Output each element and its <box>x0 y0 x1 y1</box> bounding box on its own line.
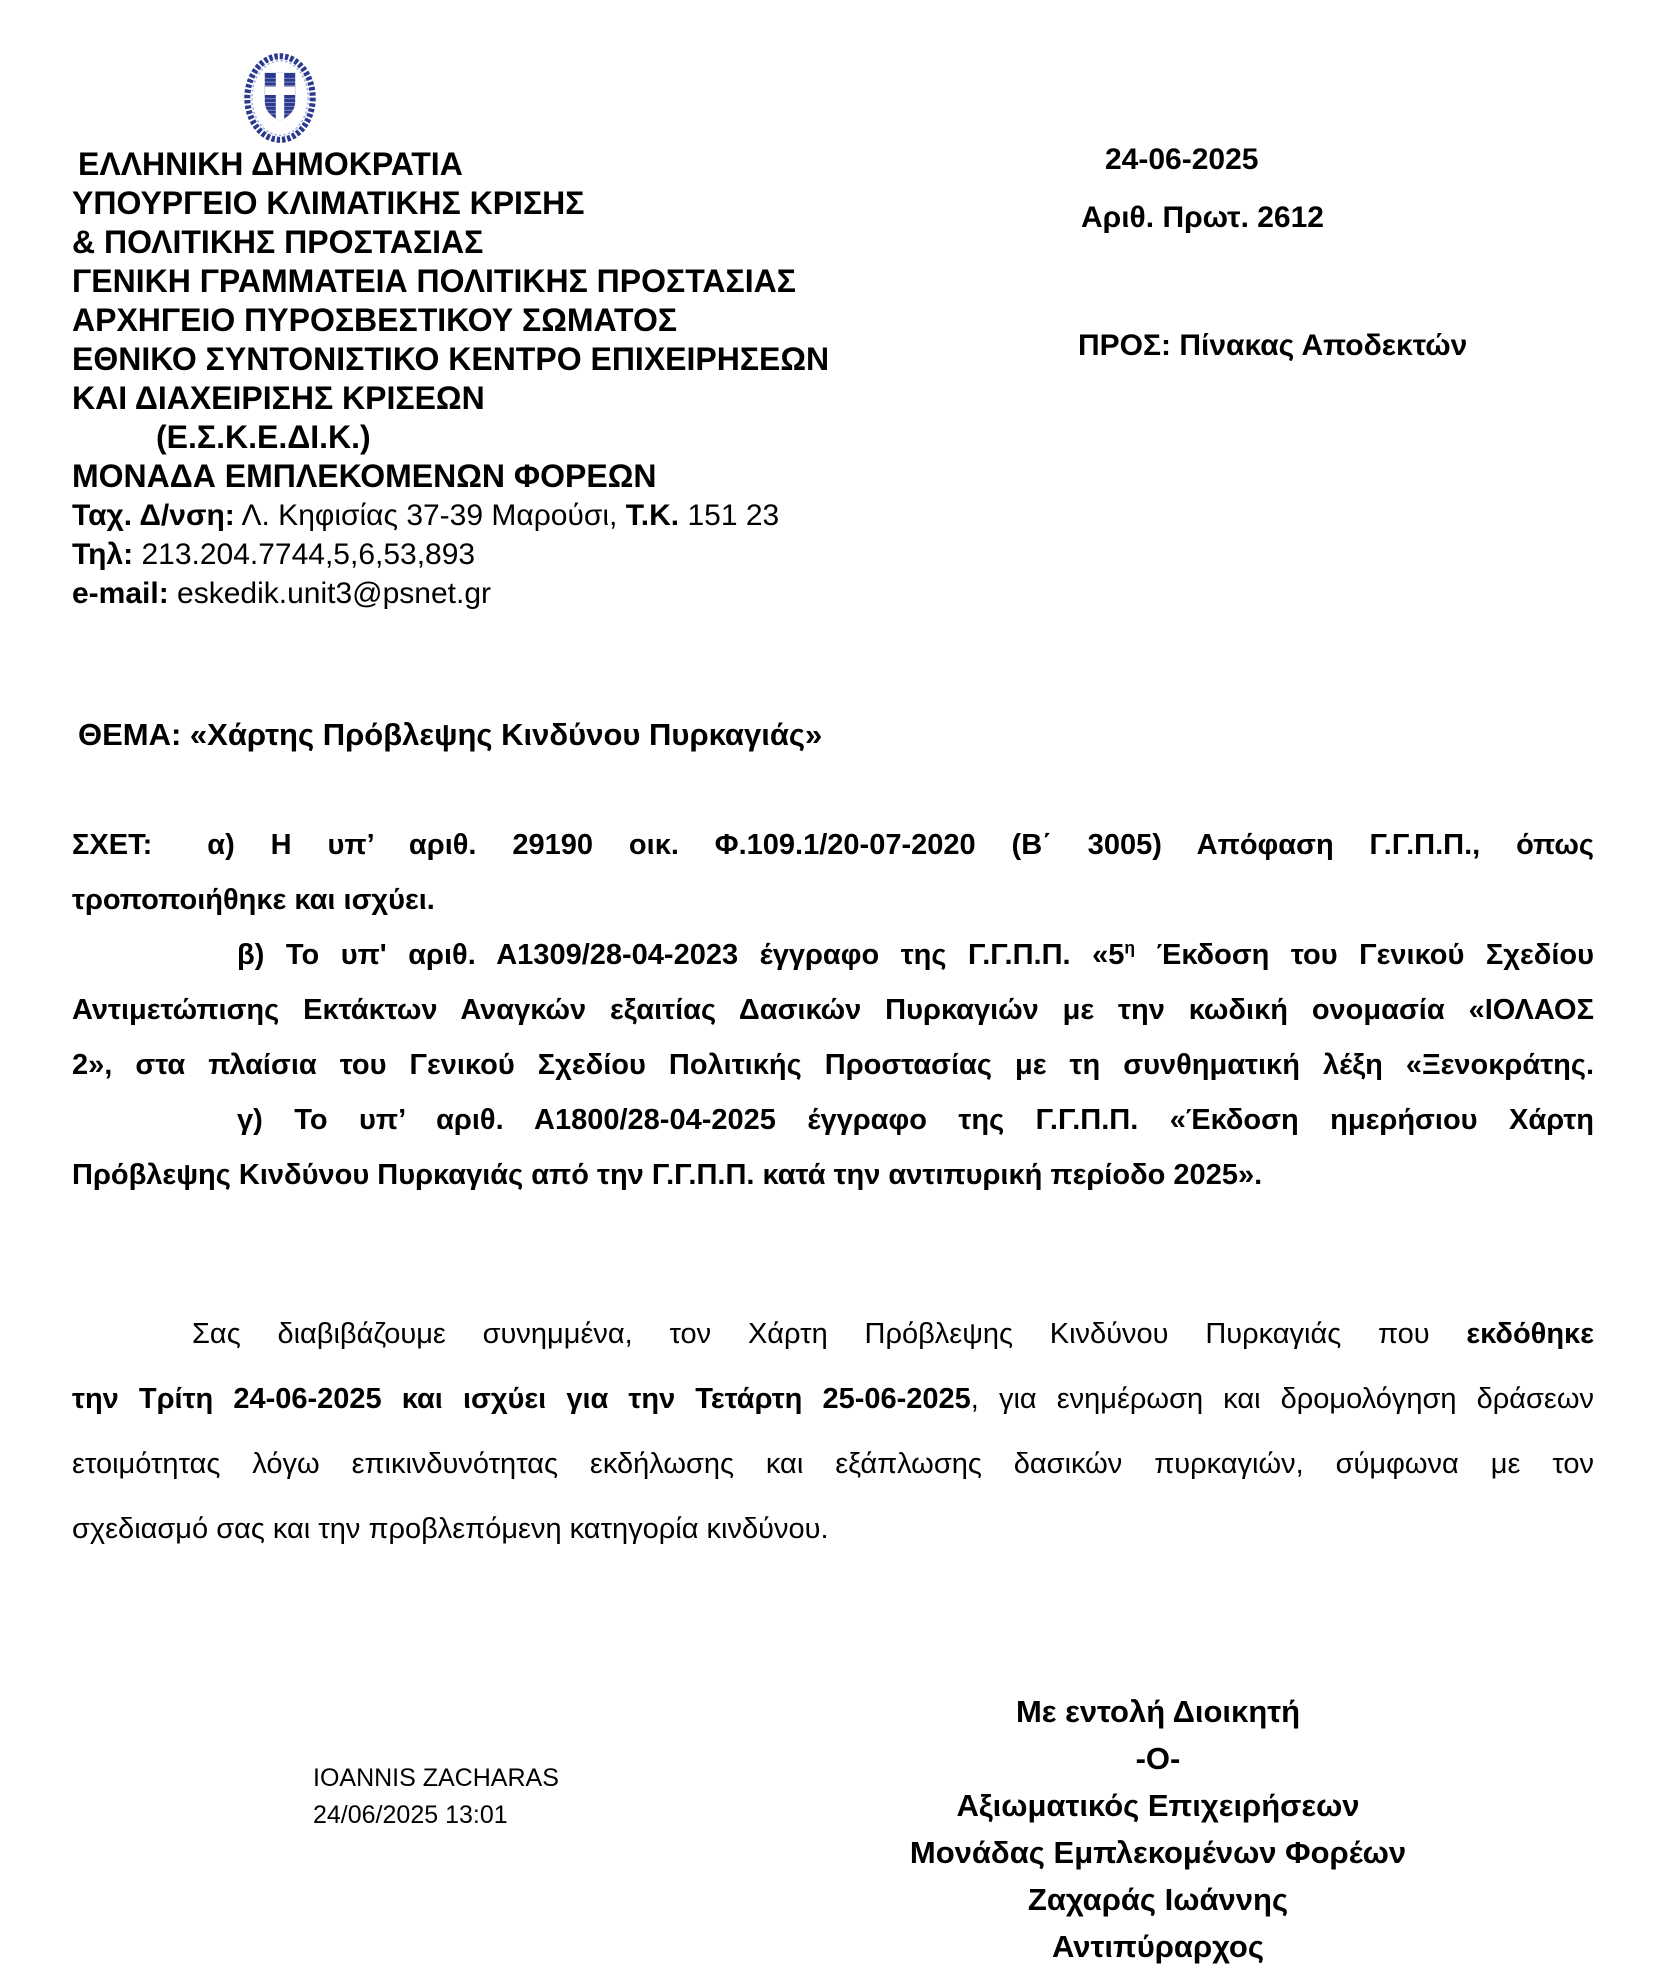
text-line: Τηλ: 213.204.7744,5,6,53,893 <box>72 538 476 571</box>
protocol-number: Αριθ. Πρωτ. 2612 <box>1081 201 1324 234</box>
text-line: e-mail: eskedik.unit3@psnet.gr <box>72 577 491 610</box>
text-line: Σας διαβιβάζουμε συνημμένα, τον Χάρτη Πρόβλεψης Κινδύνου Πυρκαγιάς που εκδόθηκε <box>192 1318 1594 1350</box>
text-line: σχεδιασμό σας και την προβλεπόμενη κατηγορία κινδύνου. <box>72 1513 829 1545</box>
text-line: 2», στα πλαίσια του Γενικού Σχεδίου Πολιτικής Προστασίας με τη συνθηματική λέξη «Ξενοκράτης. <box>72 1049 1594 1081</box>
text-line: ΓΕΝΙΚΗ ΓΡΑΜΜΑΤΕΙΑ ΠΟΛΙΤΙΚΗΣ ΠΡΟΣΤΑΣΙΑΣ <box>72 263 796 299</box>
text-line: ΚΑΙ ΔΙΑΧΕΙΡΙΣΗΣ ΚΡΙΣΕΩΝ <box>72 380 485 416</box>
text-line: ΕΛΛΗΝΙΚΗ ΔΗΜΟΚΡΑΤΙΑ <box>78 146 463 182</box>
text-line: Ζαχαράς Ιωάννης <box>1027 1882 1289 1917</box>
text-line: τροποποιήθηκε και ισχύει. <box>72 884 435 916</box>
closing-signature <box>878 1688 1438 1970</box>
text-line: Αντιμετώπισης Εκτάκτων Αναγκών εξαιτίας Δασικών Πυρκαγιών με την κωδική ονομασία «ΙΟΛΑΟΣ <box>72 994 1594 1026</box>
text-line: ετοιμότητας λόγω επικινδυνότητας εκδήλωσης και εξάπλωσης δασικών πυρκαγιών, σύμφωνα με τον <box>72 1448 1594 1480</box>
contact-info <box>72 496 1072 613</box>
references-block <box>72 818 1594 1203</box>
text-line: την Τρίτη 24-06-2025 και ισχύει για την Τετάρτη 25-06-2025, για ενημέρωση και δρομολόγηση δράσεων <box>72 1383 1594 1415</box>
text-line: γ) Το υπ’ αριθ. Α1800/28-04-2025 έγγραφο της Γ.Γ.Π.Π. «Έκδοση ημερήσιου Χάρτη <box>237 1104 1594 1136</box>
text-line: Πρόβλεψης Κινδύνου Πυρκαγιάς από την Γ.Γ.Π.Π. κατά την αντιπυρική περίοδο 2025». <box>72 1159 1263 1191</box>
text-line: ΕΘΝΙΚΟ ΣΥΝΤΟΝΙΣΤΙΚΟ ΚΕΝΤΡΟ ΕΠΙΧΕΙΡΗΣΕΩΝ <box>72 341 830 377</box>
text-line: ΜΟΝΑΔΑ ΕΜΠΛΕΚΟΜΕΝΩΝ ΦΟΡΕΩΝ <box>72 458 657 494</box>
text-line: Μονάδας Εμπλεκομένων Φορέων <box>909 1835 1407 1870</box>
text-line: Ταχ. Δ/νση: Λ. Κηφισίας 37-39 Μαρούσι, Τ.Κ. 151 23 <box>72 499 780 532</box>
text-line: ΘΕΜΑ: «Χάρτης Πρόβλεψης Κινδύνου Πυρκαγιάς» <box>78 717 823 752</box>
text-line: -Ο- <box>1135 1741 1181 1776</box>
subject-line <box>72 714 1594 756</box>
text-line: ΣΧΕΤ: α) Η υπ’ αριθ. 29190 οικ. Φ.109.1/20-07-2020 (Β΄ 3005) Απόφαση Γ.Γ.Π.Π., όπως <box>72 829 1594 861</box>
agency-header <box>72 145 1072 496</box>
text-line: 24/06/2025 13:01 <box>313 1801 508 1829</box>
greek-coat-of-arms-emblem <box>242 52 318 144</box>
document-date: 24-06-2025 <box>1105 143 1259 176</box>
text-line: (Ε.Σ.Κ.Ε.ΔΙ.Κ.) <box>156 419 371 455</box>
text-line: & ΠΟΛΙΤΙΚΗΣ ΠΡΟΣΤΑΣΙΑΣ <box>72 224 484 260</box>
body-block <box>72 1302 1594 1562</box>
text-line: Αξιωματικός Επιχειρήσεων <box>956 1788 1360 1823</box>
text-line: IOANNIS ZACHARAS <box>313 1764 559 1792</box>
text-line: ΑΡΧΗΓΕΙΟ ΠΥΡΟΣΒΕΣΤΙΚΟΥ ΣΩΜΑΤΟΣ <box>72 302 678 338</box>
text-line: β) Το υπ' αριθ. Α1309/28-04-2023 έγγραφο της Γ.Γ.Π.Π. «$5^\eta$ Έκδοση του Γενικού Σχεδίου <box>237 937 1595 971</box>
text-line: Με εντολή Διοικητή <box>1015 1694 1301 1729</box>
text-line: ΥΠΟΥΡΓΕΙΟ ΚΛΙΜΑΤΙΚΗΣ ΚΡΙΣΗΣ <box>72 185 585 221</box>
recipient-line: ΠΡΟΣ: Πίνακας Αποδεκτών <box>1078 329 1468 362</box>
text-line: Αντιπύραρχος <box>1052 1929 1264 1964</box>
digital-signature <box>313 1760 813 1834</box>
